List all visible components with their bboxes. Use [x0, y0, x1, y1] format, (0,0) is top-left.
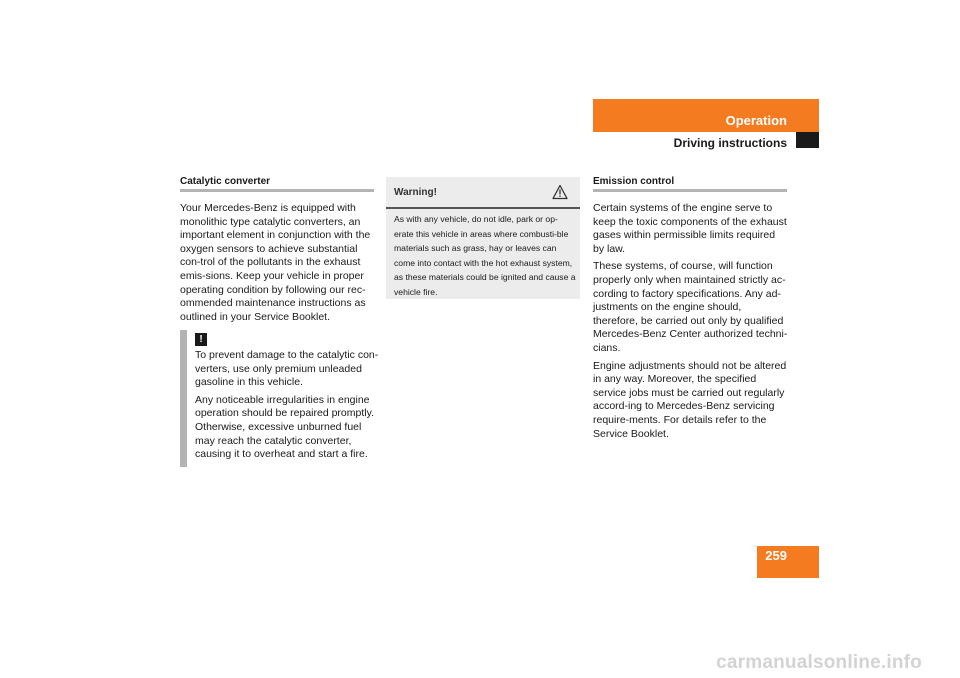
notice-paragraph-2: Any noticeable irregularities in engine operation should be repaired promptly. Otherwise, excessive unburned fuel may reach the catalytic converter, causing it to overheat and start a fire.: [195, 393, 374, 461]
page-number: 259: [765, 548, 787, 563]
notice-exclamation-icon: !: [195, 333, 207, 346]
notice-text: [195, 349, 380, 466]
catalytic-title: Catalytic converter: [180, 176, 271, 187]
emission-paragraph-1: Certain systems of the engine serve to keep the toxic components of the exhaust gases within permissible limits required by law.: [593, 202, 787, 255]
emission-body: [593, 202, 789, 445]
catalytic-body: [180, 202, 376, 328]
emission-title: Emission control: [593, 176, 675, 187]
warning-triangle-icon: [552, 184, 568, 200]
notice-bar: [180, 330, 187, 467]
header-marker: [796, 132, 819, 148]
catalytic-paragraph: Your Mercedes-Benz is equipped with monolithic type catalytic converters, an important element in conjunction with the oxygen sensors to achieve substantial con-trol of the pollutants in the exhaust emis-sions. Keep your vehicle in proper operating condition by following our rec-ommended maintenance instructions as outlined in your Service Booklet.: [180, 202, 371, 323]
warning-heading: Warning!: [394, 187, 437, 198]
emission-paragraph-2: These systems, of course, will function properly only when maintained strictly ac-cording to factory specifications. Any ad-justments on the engine should, therefore, be carried out only by qualified Mercedes-Benz Center authorized techni-cians.: [593, 260, 788, 354]
watermark: carmanualsonline.info: [716, 652, 922, 673]
section-subtitle: Driving instructions: [673, 136, 787, 150]
warning-divider: [386, 207, 580, 209]
catalytic-rule: [180, 189, 374, 192]
emission-paragraph-3: Engine adjustments should not be altered in any way. Moreover, the specified service jobs must be carried out regularly accord-ing to Mercedes-Benz servicing require-ments. For details refer to the Service Booklet.: [593, 359, 787, 440]
section-title: Operation: [725, 113, 787, 128]
warning-text: As with any vehicle, do not idle, park or op-erate this vehicle in areas where combusti-ble materials such as grass, hay or leaves can come into contact with the hot exhaust system, as these materials could be ignited and cause a vehicle fire.: [394, 214, 576, 297]
notice-paragraph-1: To prevent damage to the catalytic con-verters, use only premium unleaded gasoline in this vehicle.: [195, 349, 379, 389]
emission-rule: [593, 189, 787, 192]
